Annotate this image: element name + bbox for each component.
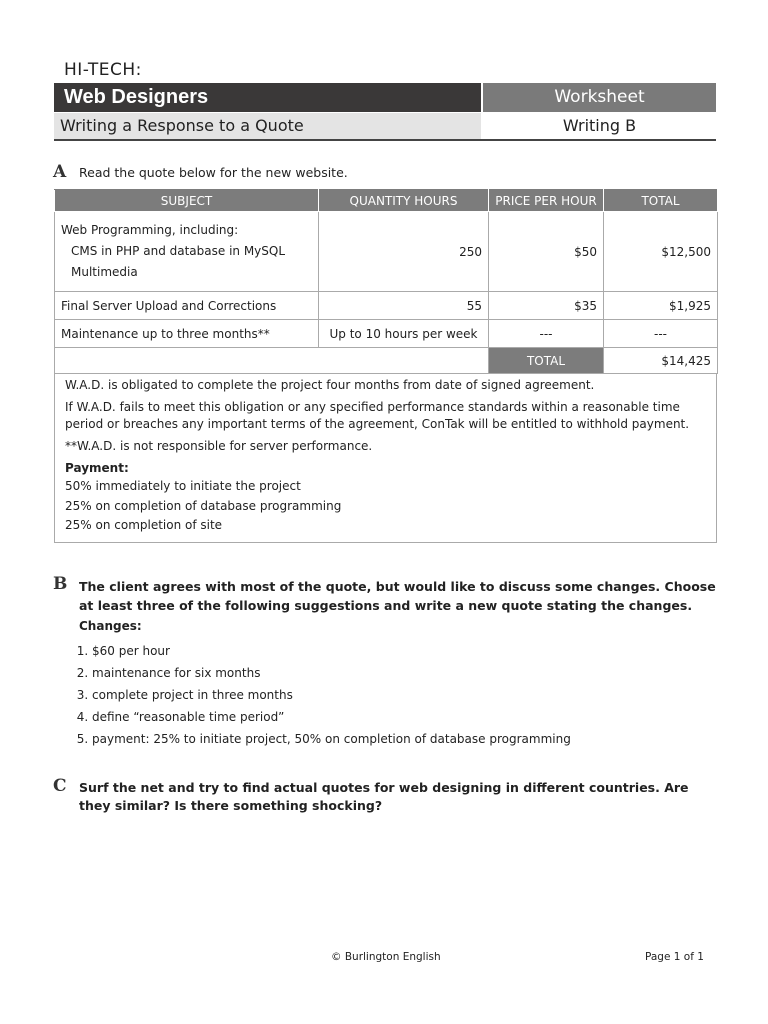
term-text: If W.A.D. fails to meet this obligation or any specified performance standards within a reasonable time period or breaches any important terms of the agreement, ConTak will be entitled to withhold payment. (65, 400, 690, 431)
table-row (55, 292, 718, 320)
column-header-subject: SUBJECT (55, 190, 319, 212)
changes-list (70, 640, 571, 750)
section-b-instruction: The client agrees with most of the quote, but would like to discuss some changes. Choose at least three of the following suggestions and write a new quote stating the changes. (79, 579, 716, 613)
subject-cell: Final Server Upload and Corrections (55, 292, 319, 320)
section-a-instruction: Read the quote below for the new website. (79, 165, 348, 180)
column-header-hours: QUANTITY HOURS (319, 190, 489, 212)
brand-label: HI-TECH: (64, 60, 142, 80)
copyright: © Burlington English (331, 951, 441, 963)
subject-line: CMS in PHP and database in MySQL (71, 244, 286, 258)
subtitle-bar (54, 113, 716, 141)
payment-item: 50% immediately to initiate the project (65, 479, 301, 493)
changes-title: Changes: (79, 619, 142, 633)
column-header-total: TOTAL (604, 190, 718, 212)
section-c-instruction: Surf the net and try to find actual quotes for web designing in different countries. Are they similar? Is there something shocking? (79, 780, 689, 813)
hours-cell: 55 (319, 292, 489, 320)
section-c-letter: C (53, 776, 67, 796)
price-cell: $50 (489, 212, 604, 292)
subject-cell (55, 212, 319, 292)
page-number: Page 1 of 1 (645, 951, 704, 963)
subject-line: Web Programming, including: (61, 223, 239, 237)
total-cell: $12,500 (604, 212, 718, 292)
term-text: **W.A.D. is not responsible for server performance. (65, 439, 373, 453)
list-item: 2. maintenance for six months (92, 662, 571, 684)
total-cell: --- (604, 320, 718, 348)
subject-line: Multimedia (71, 265, 138, 279)
hours-cell: 250 (319, 212, 489, 292)
table-row (55, 320, 718, 348)
page-subtitle: Writing a Response to a Quote (54, 113, 481, 139)
total-cell: $1,925 (604, 292, 718, 320)
hours-cell: Up to 10 hours per week (319, 320, 489, 348)
list-item: 4. define “reasonable time period” (92, 706, 571, 728)
page-title: Web Designers (54, 83, 481, 112)
subject-cell: Maintenance up to three months** (55, 320, 319, 348)
total-label: TOTAL (489, 348, 604, 374)
list-item: 5. payment: 25% to initiate project, 50% on completion of database programming (92, 728, 571, 750)
payment-title: Payment: (65, 461, 129, 475)
payment-item: 25% on completion of site (65, 518, 223, 532)
price-cell: $35 (489, 292, 604, 320)
list-item: 3. complete project in three months (92, 684, 571, 706)
price-cell: --- (489, 320, 604, 348)
worksheet-label: Worksheet (483, 83, 716, 112)
grand-total: $14,425 (604, 348, 718, 374)
section-b-letter: B (53, 574, 68, 594)
section-a-letter: A (53, 162, 67, 182)
term-text: W.A.D. is obligated to complete the project four months from date of signed agreement. (65, 378, 595, 392)
quote-table (54, 189, 718, 374)
list-item: 1. $60 per hour (92, 640, 571, 662)
table-header-row (55, 190, 718, 212)
column-header-price: PRICE PER HOUR (489, 190, 604, 212)
title-bar (54, 83, 716, 112)
total-row (55, 348, 718, 374)
level-label: Writing B (483, 113, 716, 139)
blank-cell (55, 348, 489, 374)
terms-box (54, 374, 717, 543)
payment-item: 25% on completion of database programming (65, 498, 342, 513)
table-row (55, 212, 718, 292)
